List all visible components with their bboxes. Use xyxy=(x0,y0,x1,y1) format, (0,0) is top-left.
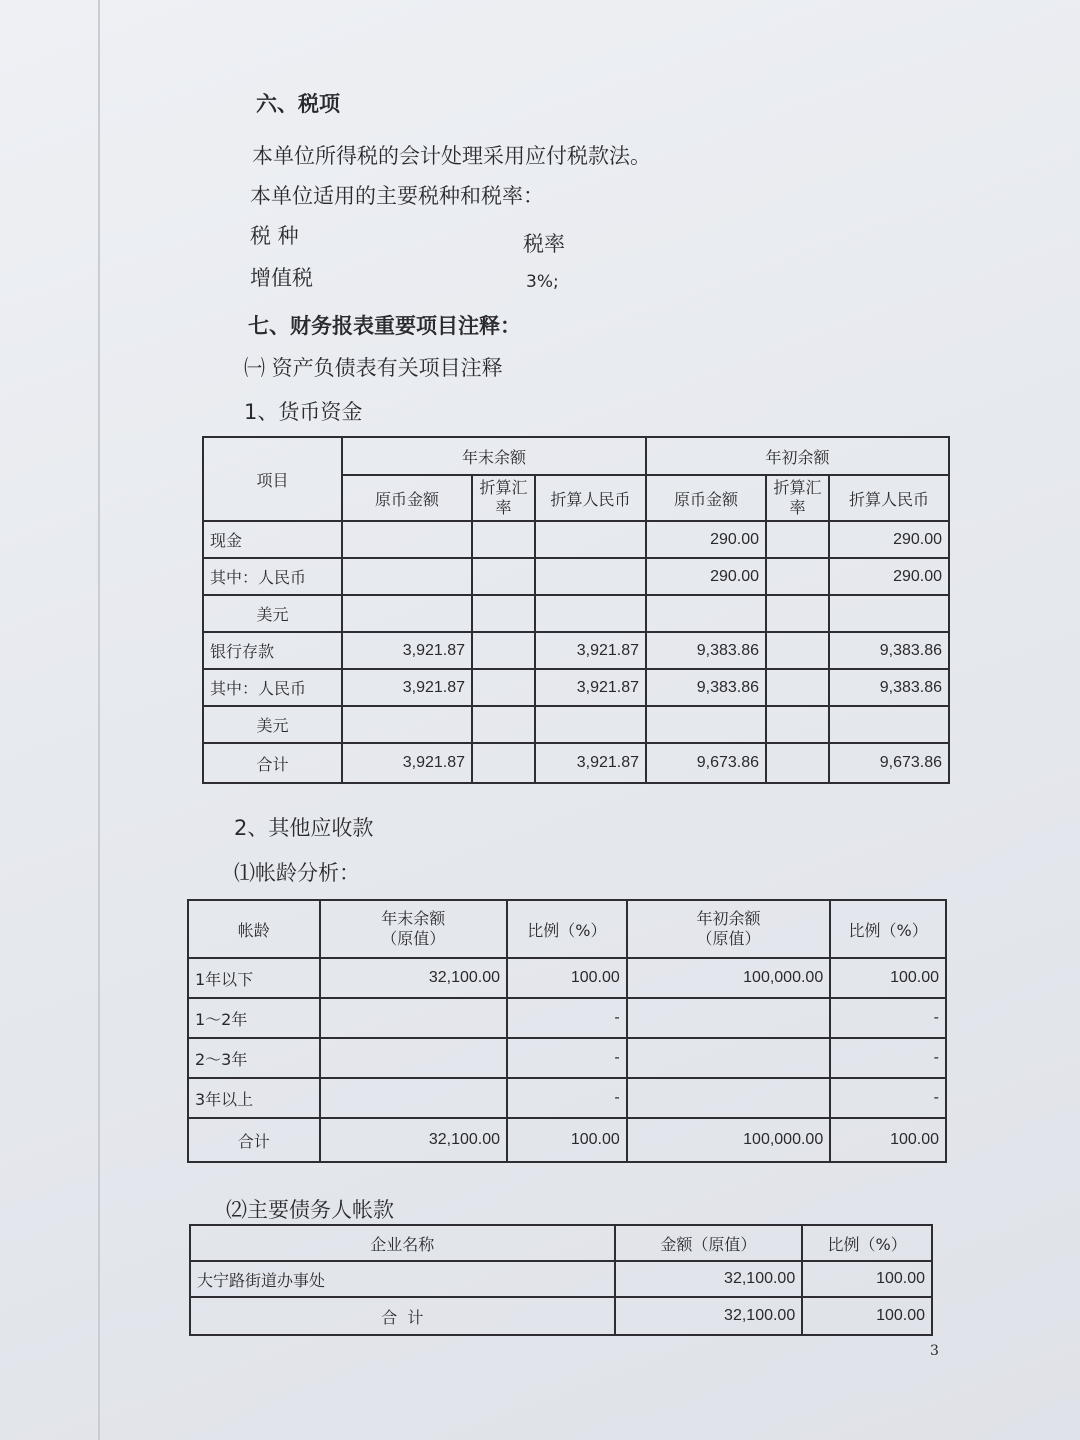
cell xyxy=(342,558,472,595)
cell xyxy=(472,743,535,783)
cell xyxy=(766,558,829,595)
cell: 32,100.00 xyxy=(320,1118,508,1162)
cell xyxy=(766,595,829,632)
cell: - xyxy=(830,1038,946,1078)
cell: 9,673.86 xyxy=(646,743,766,783)
cell: 290.00 xyxy=(829,558,949,595)
cell xyxy=(472,595,535,632)
age-label: 1年以下 xyxy=(188,958,320,998)
cell xyxy=(320,1078,508,1118)
cell: 9,383.86 xyxy=(646,669,766,706)
vat-rate: 3%; xyxy=(526,272,559,292)
cell: 290.00 xyxy=(829,521,949,558)
debtors-table xyxy=(189,1224,933,1336)
cell xyxy=(766,632,829,669)
cell xyxy=(627,1078,830,1118)
cell xyxy=(766,706,829,743)
cell xyxy=(829,706,949,743)
cell xyxy=(627,1038,830,1078)
cell xyxy=(472,632,535,669)
col-header-item: 项目 xyxy=(203,437,342,521)
table-row-total xyxy=(190,1297,932,1335)
aging-table xyxy=(187,899,947,1163)
cell: 32,100.00 xyxy=(615,1261,803,1297)
cell xyxy=(472,558,535,595)
monetary-funds-heading: 1、货币资金 xyxy=(244,400,363,424)
cell: 100.00 xyxy=(507,958,627,998)
cell: - xyxy=(507,1078,627,1118)
col-header-rmb-begin: 折算人民币 xyxy=(829,475,949,521)
col-header-end-ratio: 比例（%） xyxy=(507,900,627,958)
age-label: 2～3年 xyxy=(188,1038,320,1078)
table-row xyxy=(203,558,949,595)
age-label: 合计 xyxy=(188,1118,320,1162)
cell xyxy=(766,743,829,783)
cell: 9,383.86 xyxy=(646,632,766,669)
table-row xyxy=(203,595,949,632)
aging-analysis-heading: ⑴帐龄分析： xyxy=(234,861,360,885)
table-row xyxy=(203,706,949,743)
page-number: 3 xyxy=(930,1343,939,1359)
cell: 100.00 xyxy=(802,1261,932,1297)
col-header-orig-begin: 原币金额 xyxy=(646,475,766,521)
cell: - xyxy=(507,1038,627,1078)
row-label: 其中：人民币 xyxy=(203,558,342,595)
cell xyxy=(472,521,535,558)
col-header-orig-end: 原币金额 xyxy=(342,475,472,521)
row-label: 现金 xyxy=(203,521,342,558)
cell: 3,921.87 xyxy=(535,632,646,669)
cell: - xyxy=(830,998,946,1038)
row-label: 银行存款 xyxy=(203,632,342,669)
cell: - xyxy=(507,998,627,1038)
cell: 9,383.86 xyxy=(829,669,949,706)
cell: 32,100.00 xyxy=(615,1297,803,1335)
cell: 100,000.00 xyxy=(627,1118,830,1162)
table-row xyxy=(203,521,949,558)
col-header-end: 年末余额 （原值） xyxy=(320,900,508,958)
table-row-total xyxy=(188,1118,946,1162)
age-label: 3年以上 xyxy=(188,1078,320,1118)
col-group-year-end: 年末余额 xyxy=(342,437,646,475)
age-label: 1～2年 xyxy=(188,998,320,1038)
section-6-heading: 六、税项 xyxy=(256,92,340,116)
cell xyxy=(472,669,535,706)
cell: 3,921.87 xyxy=(535,669,646,706)
cell: 9,673.86 xyxy=(829,743,949,783)
cell xyxy=(646,595,766,632)
col-header-rate-end: 折算汇率 xyxy=(472,475,535,521)
tax-type-label: 税 种 xyxy=(250,224,299,248)
cell: 3,921.87 xyxy=(342,669,472,706)
cell xyxy=(535,521,646,558)
cell: 32,100.00 xyxy=(320,958,508,998)
cell xyxy=(766,669,829,706)
cell xyxy=(472,706,535,743)
cell xyxy=(342,521,472,558)
cell xyxy=(627,998,830,1038)
tax-types-intro: 本单位适用的主要税种和税率： xyxy=(250,184,544,208)
table-row xyxy=(188,958,946,998)
cell: 3,921.87 xyxy=(342,632,472,669)
col-header-age: 帐龄 xyxy=(188,900,320,958)
cell xyxy=(646,706,766,743)
cell xyxy=(535,595,646,632)
table-row xyxy=(203,632,949,669)
cell xyxy=(535,706,646,743)
col-header-begin: 年初余额 （原值） xyxy=(627,900,830,958)
col-header-amount: 金额（原值） xyxy=(615,1225,803,1261)
cell: 100.00 xyxy=(830,958,946,998)
cell: 100.00 xyxy=(507,1118,627,1162)
cell: 100.00 xyxy=(830,1118,946,1162)
total-label: 合 计 xyxy=(190,1297,615,1335)
row-label: 合计 xyxy=(203,743,342,783)
col-header-rate-begin: 折算汇率 xyxy=(766,475,829,521)
monetary-funds-table xyxy=(202,436,950,784)
cell xyxy=(766,521,829,558)
cell: 9,383.86 xyxy=(829,632,949,669)
cell xyxy=(829,595,949,632)
cell: 100,000.00 xyxy=(627,958,830,998)
cell: 290.00 xyxy=(646,521,766,558)
tax-rate-label: 税率 xyxy=(523,232,565,256)
balance-sheet-notes-heading: ㈠ 资产负债表有关项目注释 xyxy=(244,356,503,380)
cell: 3,921.87 xyxy=(342,743,472,783)
main-debtors-heading: ⑵主要债务人帐款 xyxy=(226,1198,394,1222)
table-row xyxy=(188,1078,946,1118)
row-label: 美元 xyxy=(203,595,342,632)
cell: 3,921.87 xyxy=(535,743,646,783)
cell xyxy=(320,1038,508,1078)
col-header-company: 企业名称 xyxy=(190,1225,615,1261)
cell: 100.00 xyxy=(802,1297,932,1335)
cell xyxy=(320,998,508,1038)
table-row-total xyxy=(203,743,949,783)
cell xyxy=(535,558,646,595)
vat-label: 增值税 xyxy=(250,266,313,290)
table-row xyxy=(188,1038,946,1078)
cell: - xyxy=(830,1078,946,1118)
cell xyxy=(342,706,472,743)
row-label: 其中：人民币 xyxy=(203,669,342,706)
table-row xyxy=(188,998,946,1038)
cell xyxy=(342,595,472,632)
tax-method-text: 本单位所得税的会计处理采用应付税款法。 xyxy=(252,144,651,168)
cell: 290.00 xyxy=(646,558,766,595)
col-header-rmb-end: 折算人民币 xyxy=(535,475,646,521)
col-group-year-begin: 年初余额 xyxy=(646,437,949,475)
section-7-heading: 七、财务报表重要项目注释： xyxy=(248,314,521,338)
table-row xyxy=(203,669,949,706)
other-receivables-heading: 2、其他应收款 xyxy=(234,816,374,840)
col-header-ratio: 比例（%） xyxy=(802,1225,932,1261)
row-label: 美元 xyxy=(203,706,342,743)
table-row xyxy=(190,1261,932,1297)
col-header-begin-ratio: 比例（%） xyxy=(830,900,946,958)
page-fold-shadow xyxy=(98,0,100,1440)
company-name: 大宁路街道办事处 xyxy=(190,1261,615,1297)
